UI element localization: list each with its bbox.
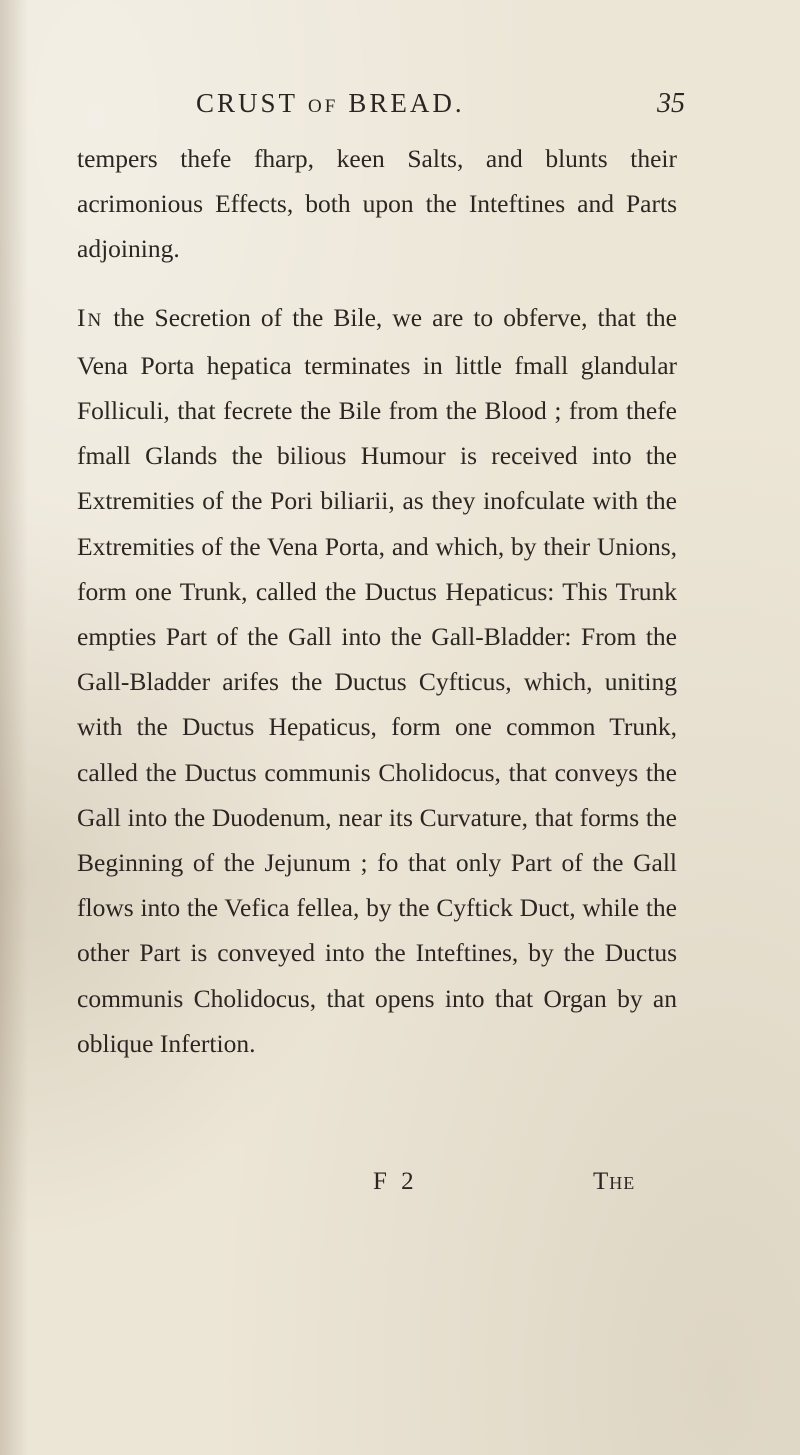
catchword xyxy=(593,1168,635,1196)
running-head xyxy=(0,88,800,128)
catchword-rest: HE xyxy=(609,1173,636,1193)
page-footer xyxy=(0,1168,800,1208)
running-title-part2: BREAD. xyxy=(348,88,465,118)
paragraph-2-text: the Secretion of the Bile, we are to obferve, that the Vena Porta hepatica terminates in little fmall glandular Folliculi, that fecrete the Bile from the Blood ; from thefe fmall Glands the bilious Humour is received into the Extremities of the Pori biliarii, as they inofculate with the Extremities of the Vena Porta, and which, by their Unions, form one Trunk, called the Ductus Hepaticus: This Trunk empties Part of the Gall into the Gall-Bladder: From the Gall-Bladder arifes the Ductus Cyfticus, which, uniting with the Ductus Hepaticus, form one common Trunk, called the Ductus communis Cholidocus, that conveys the Gall into the Duodenum, near its Curvature, that forms the Beginning of the Jejunum ; fo that only Part of the Gall flows into the Vefica fellea, by the Cyftick Duct, while the other Part is conveyed into the Inteftines, by the Ductus communis Cholidocus, that opens into that Organ by an oblique Infertion. xyxy=(77,302,677,1058)
catchword-initial: T xyxy=(593,1168,610,1195)
paragraph-1: tempers thefe fharp, keen Salts, and blunts their acrimonious Effects, both upon the Inteftines and Parts adjoining. xyxy=(77,144,677,264)
running-title xyxy=(196,88,465,119)
running-title-part1: CRUST xyxy=(196,88,299,118)
paragraph-2 xyxy=(77,295,677,1066)
running-title-of: OF xyxy=(308,96,339,117)
lead-rest: N xyxy=(87,309,104,331)
body-text xyxy=(77,136,677,1066)
lead-initial: I xyxy=(77,302,88,332)
page-number: 35 xyxy=(657,88,685,119)
signature-mark: F 2 xyxy=(373,1168,418,1195)
gutter-shadow xyxy=(0,0,28,1455)
paragraph-2-lead xyxy=(77,303,103,332)
